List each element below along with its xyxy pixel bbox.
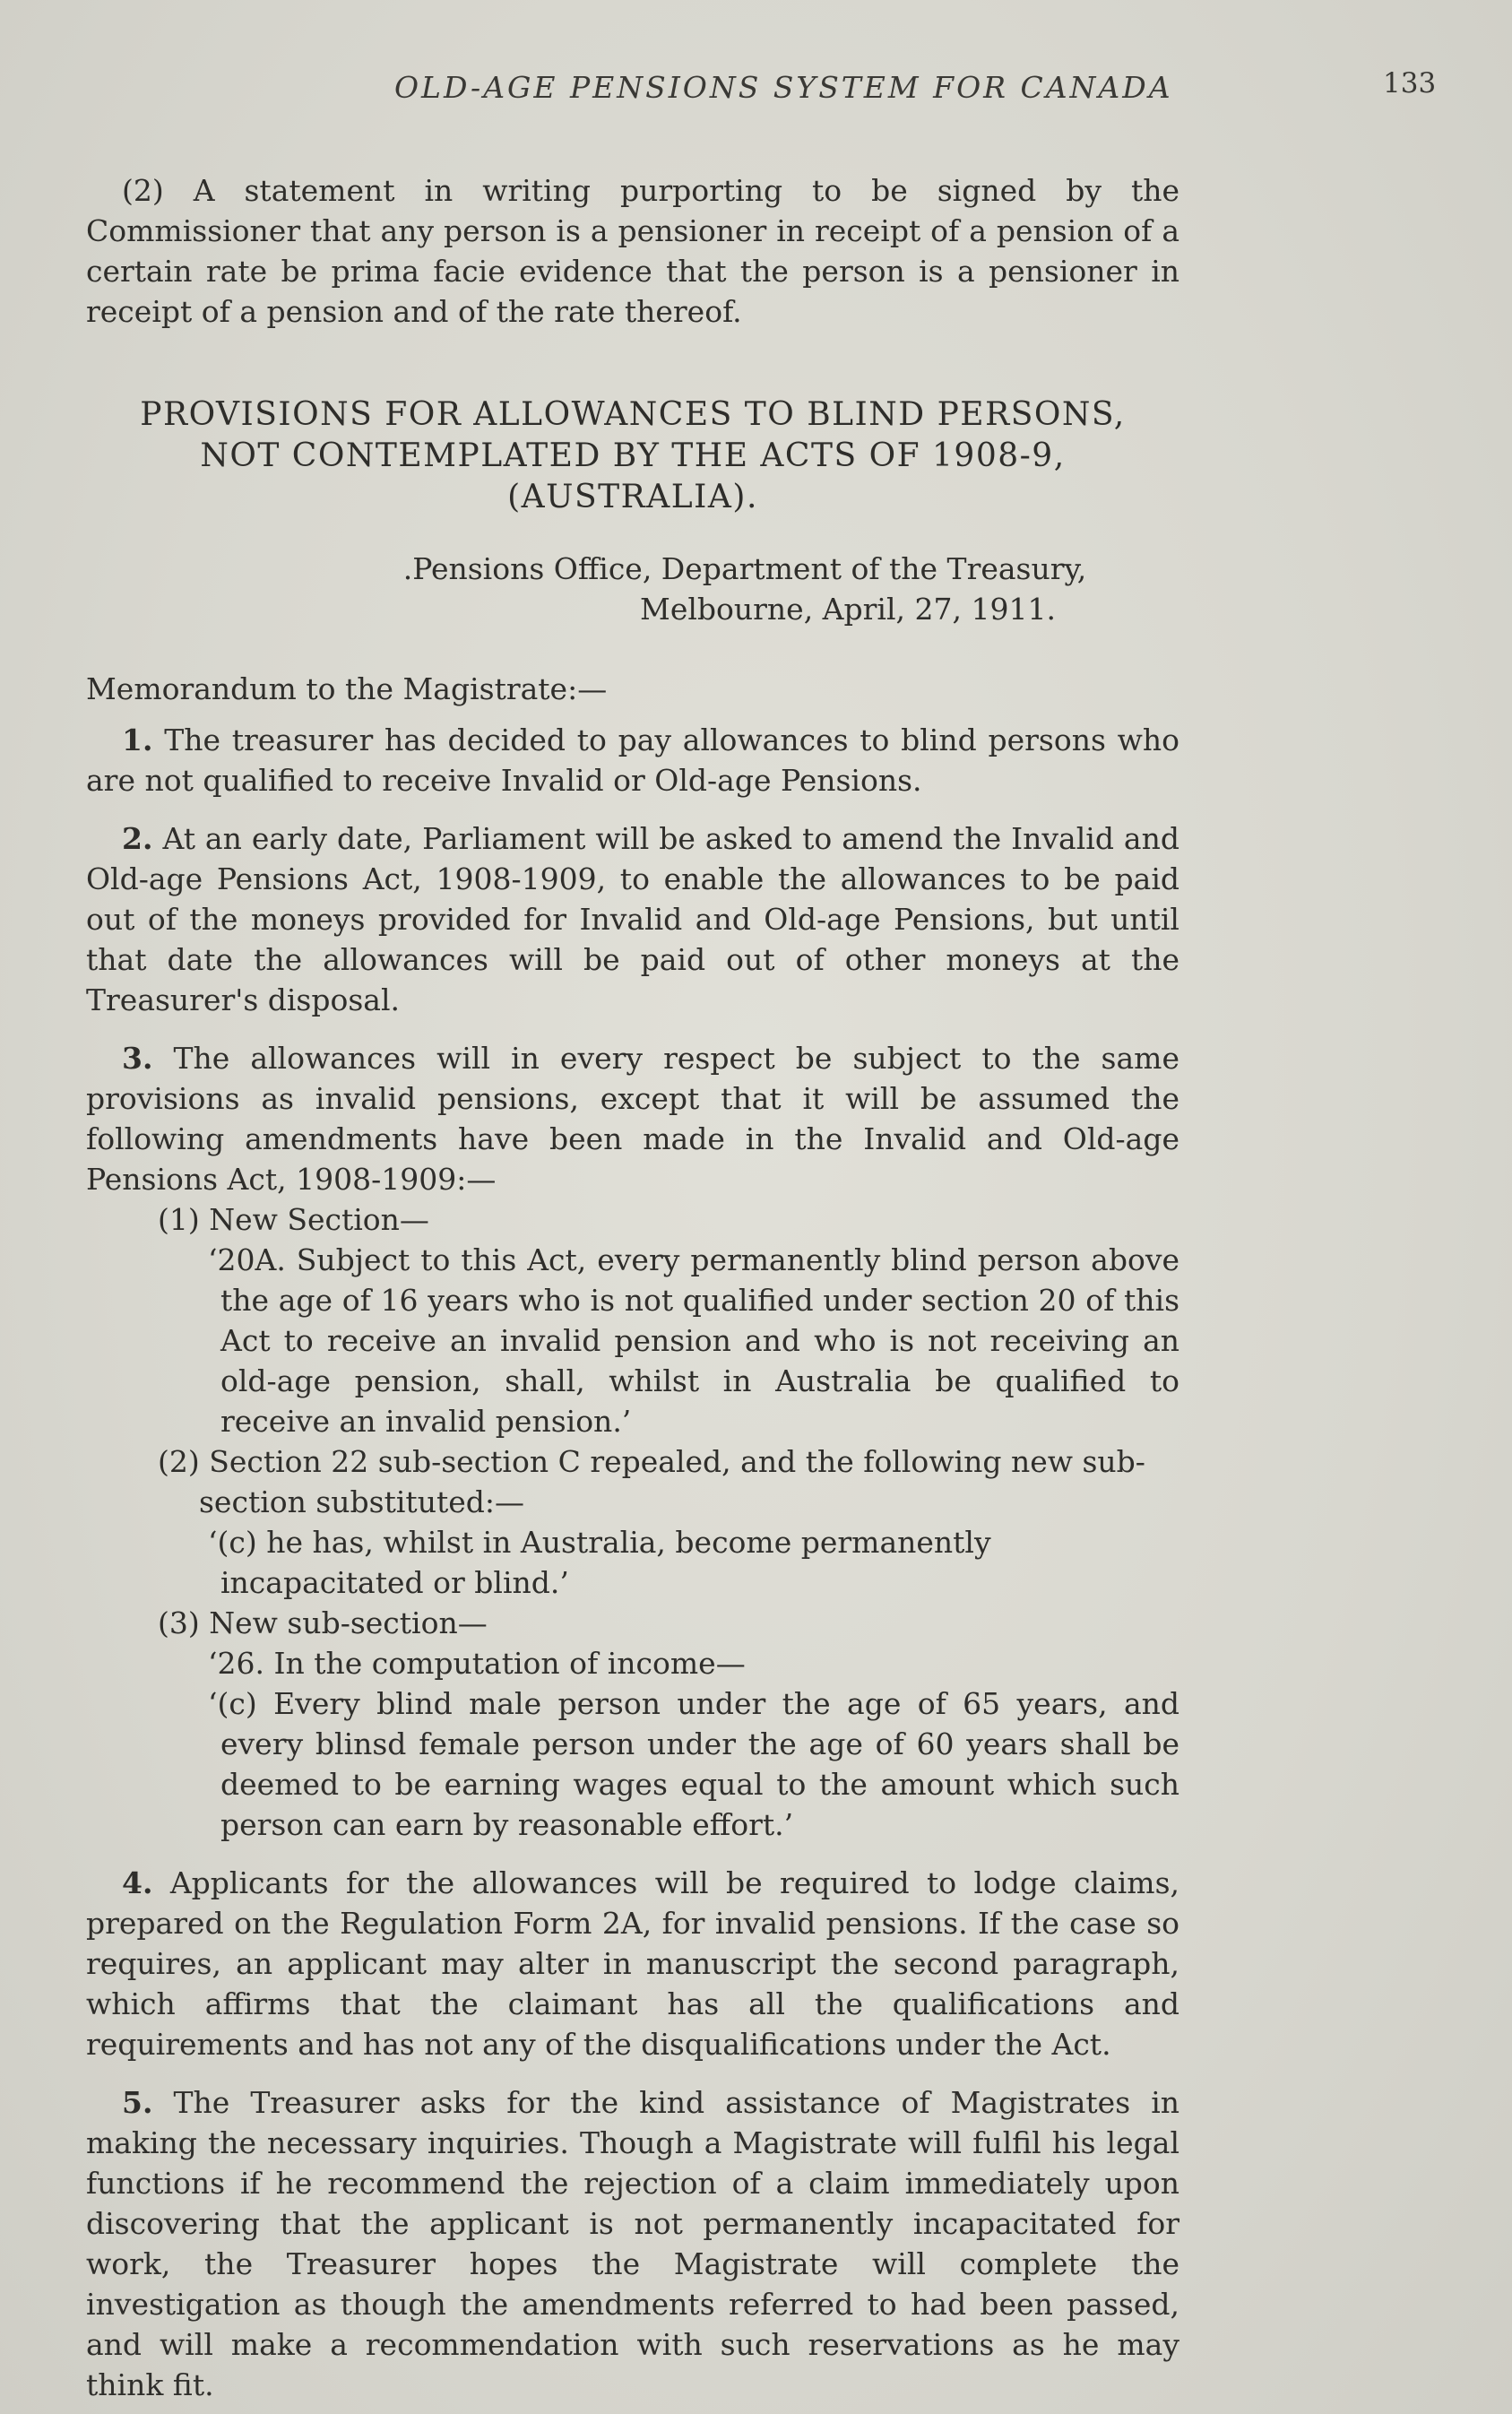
paragraph-text: Applicants for the allowances will be required to lodge claims, prepared on the Regulation Form 2A, for invalid pensions. If the case so requires, an applicant may alter in manuscript the second paragraph, which affirms that the claimant has all the qualifications and requirements and has not any of the disqualifications under the Act. [86, 1865, 1179, 2062]
intro-paragraph: (2) A statement in writing purporting to be signed by the Commissioner that any person is a pensioner in receipt of a pension of a certain rate be prima facie evidence that the person is a pensioner in receipt of a pension and of the rate thereof. [86, 173, 1179, 329]
amendment-1-title: (1) New Section— [158, 1202, 429, 1237]
paragraph-text: The treasurer has decided to pay allowances to blind persons who are not qualified to receive Invalid or Old-age Pensions. [86, 722, 1179, 798]
paragraph-number: 5. [122, 2085, 153, 2120]
amendment-1-quote: ‘20A. Subject to this Act, every permanently blind person above the age of 16 years who is not qualified under section 20 of this Act to receive an invalid pension and who is not receiving an old-age pension, shall, whilst in Australia be qualified to receive an invalid pension.’ [208, 1242, 1179, 1439]
heading-line-1: PROVISIONS FOR ALLOWANCES TO BLIND PERSONS, [140, 396, 1126, 433]
paragraph-text: The Treasurer asks for the kind assistance of Magistrates in making the necessary inquiries. Though a Magistrate will fulfil his legal functions if he recommend the rejection of a claim immediately upon discovering that the applicant is not permanently incapacitated for work, the Treasurer hopes the Magistrate will complete the investigation as though the amendments referred to had been passed, and will make a recommendation with such reservations as he may think fit. [86, 2085, 1180, 2402]
page-number: 133 [1383, 67, 1437, 100]
running-head: OLD-AGE PENSIONS SYSTEM FOR CANADA [394, 70, 1173, 105]
heading-line-2: NOT CONTEMPLATED BY THE ACTS OF 1908-9, [200, 437, 1066, 474]
memorandum-salutation: Memorandum to the Magistrate:— [86, 671, 608, 706]
paragraph-text: At an early date, Parliament will be asked to amend the Invalid and Old-age Pensions Act, 1908-1909, to enable the allowances to be paid out of the moneys provided for Invalid and Old-age Pensions, but until that date the allowances will be paid out of other moneys at the Treasurer's disposal. [86, 821, 1179, 1017]
dateline [86, 549, 1179, 629]
paragraph-2 [86, 818, 1179, 1020]
paragraph-5 [86, 2082, 1179, 2405]
section-heading [86, 394, 1179, 518]
amendment-3-title: (3) New sub-section— [158, 1605, 488, 1640]
amendment-3-quote-1: ‘26. In the computation of income— [208, 1646, 746, 1681]
paragraph-number: 3. [122, 1041, 153, 1076]
dateline-office: .Pensions Office, Department of the Treasury, [402, 551, 1087, 586]
heading-line-3: (AUSTRALIA). [507, 479, 758, 515]
paragraph-number: 1. [122, 722, 153, 757]
paragraph-4 [86, 1863, 1179, 2064]
paragraph-number: 2. [122, 821, 153, 856]
paragraph-number: 4. [122, 1865, 153, 1900]
paragraph-1 [86, 720, 1179, 800]
paragraph-text: The allowances will in every respect be subject to the same provisions as invalid pensions, except that it will be assumed the following amendments have been made in the Invalid and Old-age Pensions Act, 1908-1909:— [86, 1041, 1179, 1197]
amendment-3-quote-2: ‘(c) Every blind male person under the age of 65 years, and every blinsd female person under the age of 60 years shall be deemed to be earning wages equal to the amount which such person can earn by reasonable effort.’ [208, 1686, 1179, 1842]
amendment-2-title: (2) Section 22 sub-section C repealed, and the following new sub-section substituted:— [158, 1444, 1145, 1519]
page-body [86, 170, 1179, 2405]
paragraph-3 [86, 1038, 1179, 1199]
amendment-2-quote: ‘(c) he has, whilst in Australia, become permanently incapacitated or blind.’ [208, 1525, 991, 1600]
dateline-place-date: Melbourne, April, 27, 1911. [640, 592, 1056, 627]
